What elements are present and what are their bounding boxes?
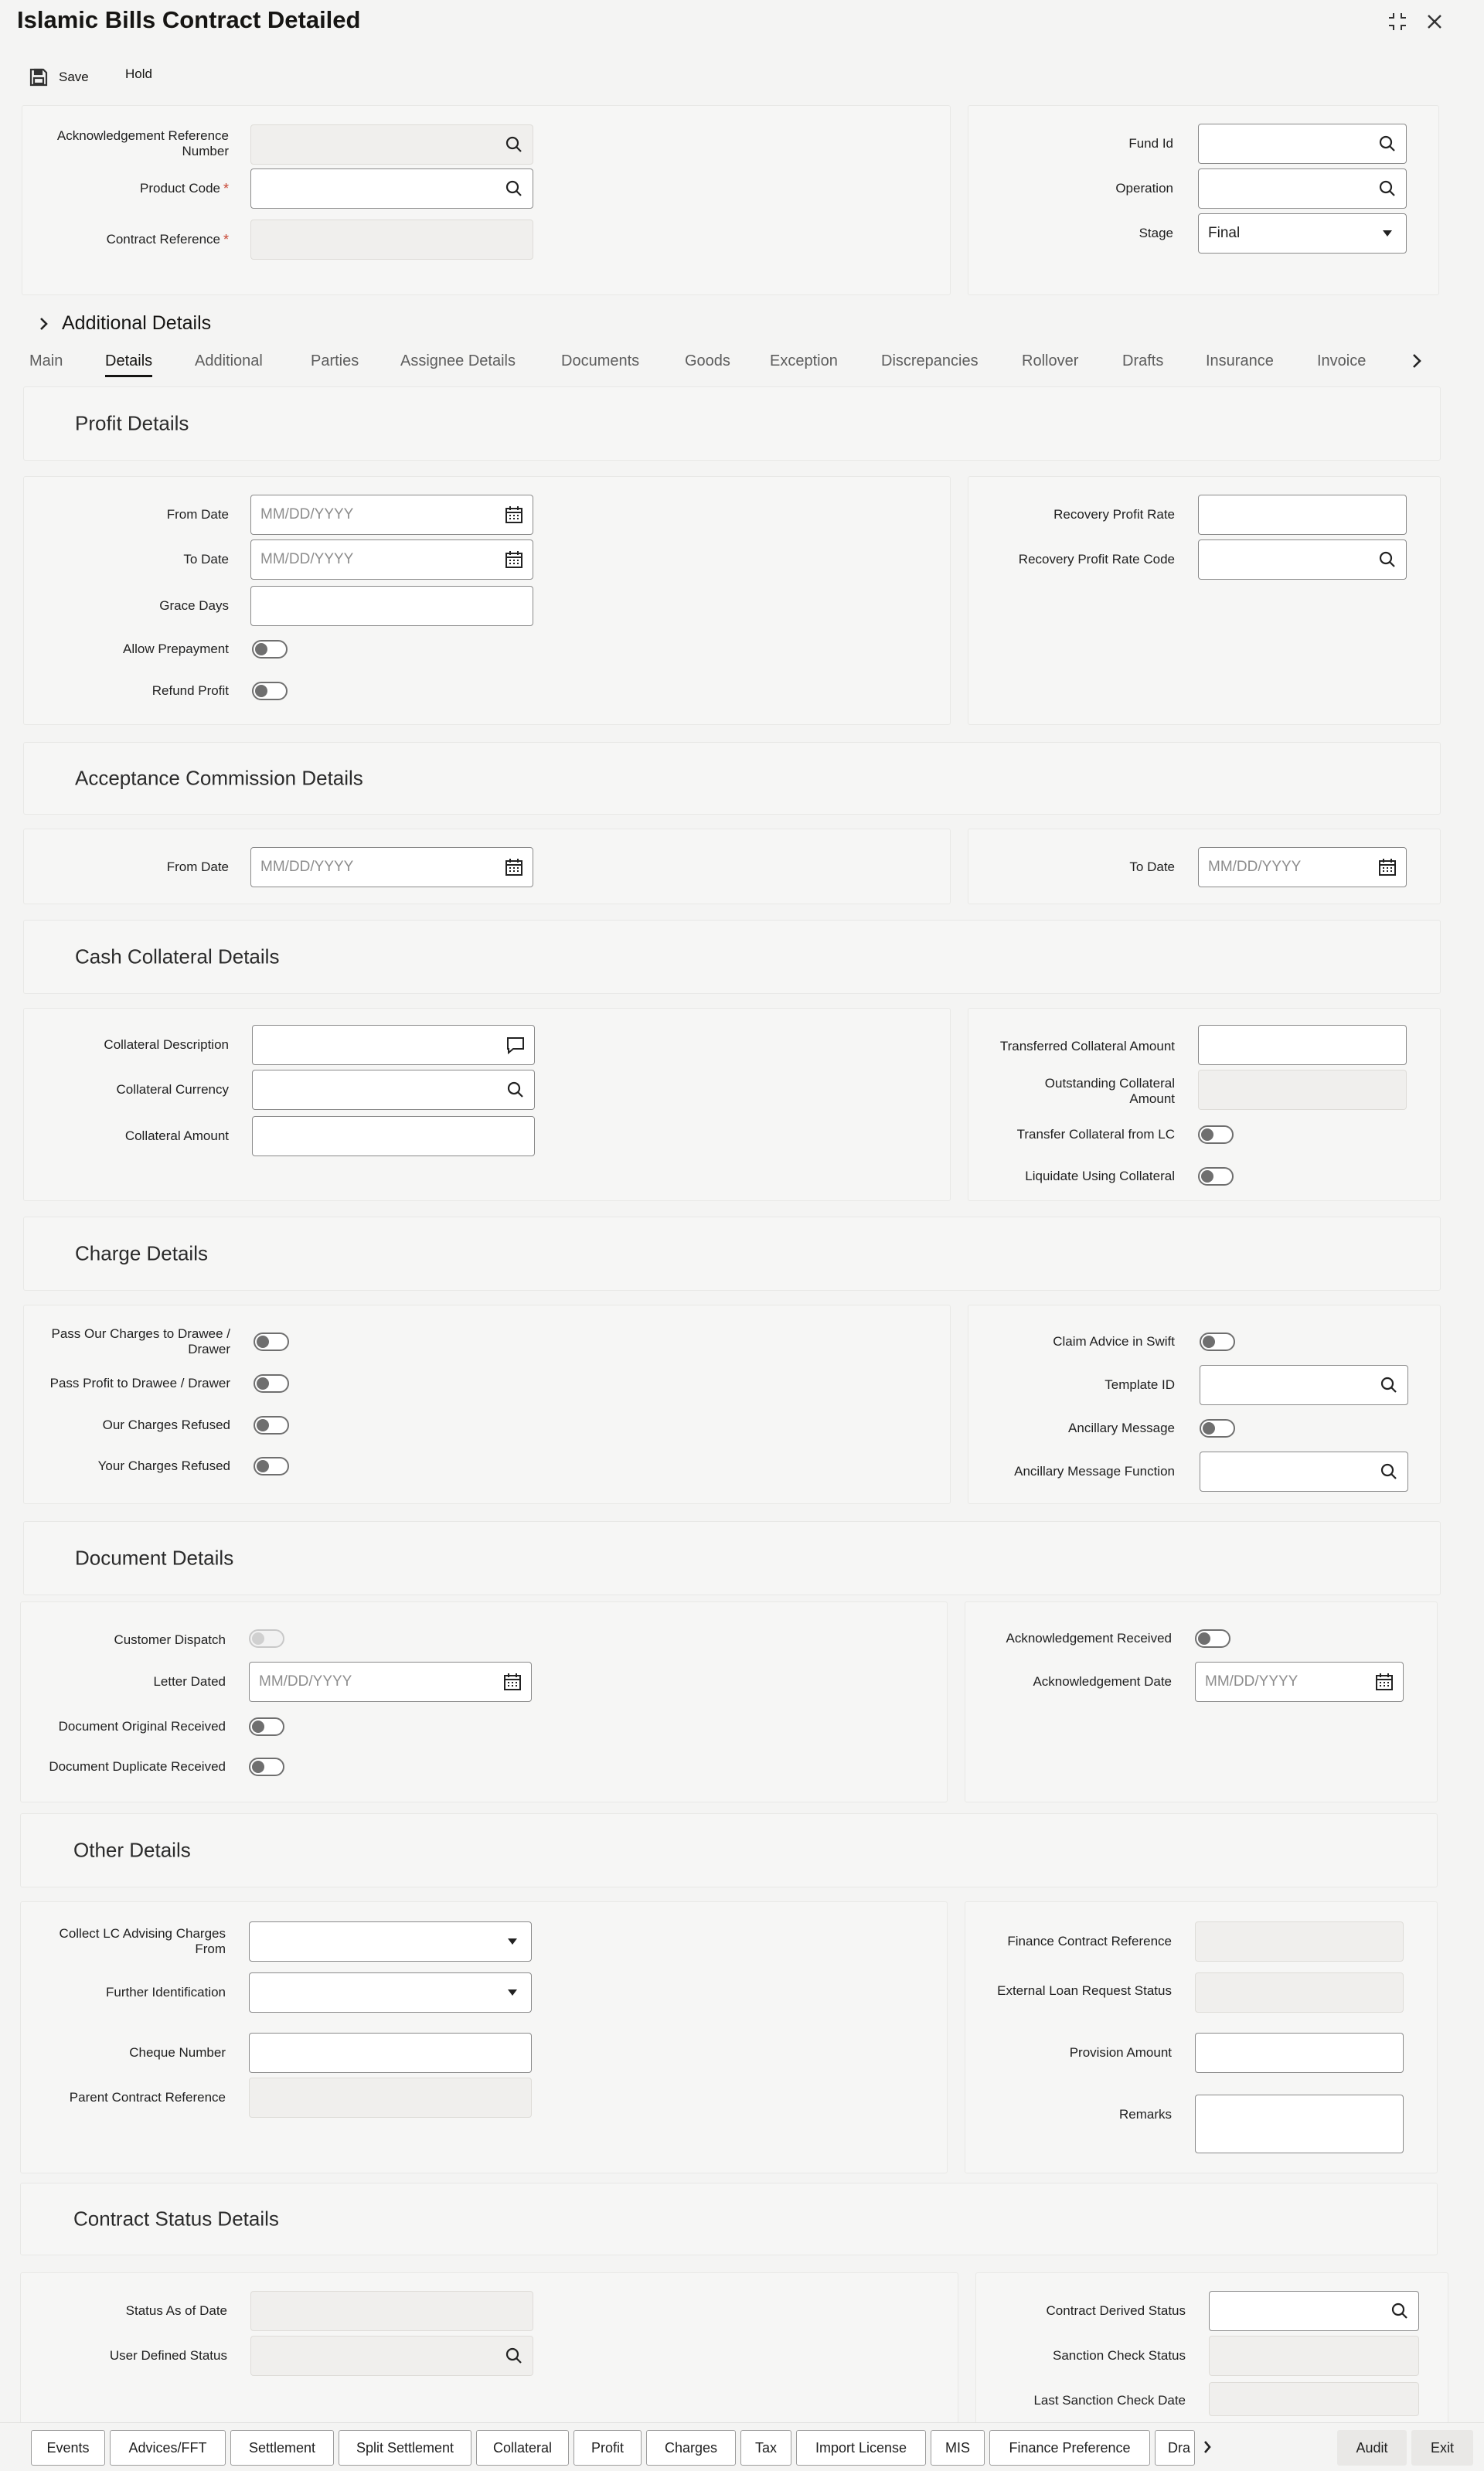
search-icon[interactable]	[1378, 1374, 1400, 1396]
provision-amount-field[interactable]	[1195, 2033, 1404, 2073]
mis-button[interactable]: MIS	[931, 2430, 985, 2466]
contract-derived-status-label: Contract Derived Status	[1046, 2303, 1186, 2318]
calendar-icon[interactable]	[502, 1671, 523, 1693]
liquidate-collateral-toggle[interactable]	[1198, 1167, 1234, 1186]
customer-dispatch-toggle[interactable]	[249, 1629, 284, 1648]
profit-to-date-field[interactable]: MM/DD/YYYY	[250, 539, 533, 580]
tab-details[interactable]: Details	[105, 352, 153, 369]
transfer-from-lc-label: Transfer Collateral from LC	[1016, 1127, 1175, 1142]
tab-documents[interactable]: Documents	[561, 352, 640, 369]
acceptance-header: Acceptance Commission Details	[23, 742, 1441, 815]
profit-from-date-label: From Date	[166, 507, 229, 522]
collateral-amount-field[interactable]	[252, 1116, 535, 1156]
collateral-description-field[interactable]	[252, 1025, 535, 1065]
outstanding-collateral-label: Outstanding Collateral Amount	[1044, 1076, 1175, 1106]
save-button[interactable]: Save	[28, 66, 89, 88]
provision-amount-label: Provision Amount	[1069, 2045, 1172, 2060]
template-id-field[interactable]	[1200, 1365, 1408, 1405]
ancillary-message-toggle[interactable]	[1200, 1419, 1235, 1438]
charges-button[interactable]: Charges	[646, 2430, 736, 2466]
further-identification-select[interactable]	[249, 1972, 532, 2013]
user-defined-status-field[interactable]	[250, 2336, 533, 2376]
outstanding-collateral-field[interactable]	[1198, 1070, 1407, 1110]
other-details-header: Other Details	[20, 1813, 1438, 1887]
tab-invoice[interactable]: Invoice	[1317, 352, 1367, 369]
tax-button[interactable]: Tax	[740, 2430, 791, 2466]
recovery-rate-code-label: Recovery Profit Rate Code	[1018, 552, 1175, 567]
accept-to-date-field[interactable]: MM/DD/YYYY	[1198, 847, 1407, 887]
external-loan-status-field[interactable]	[1195, 1972, 1404, 2013]
search-icon[interactable]	[503, 134, 525, 155]
profit-button[interactable]: Profit	[574, 2430, 642, 2466]
doc-original-received-toggle[interactable]	[249, 1717, 284, 1736]
chevron-right-icon	[39, 316, 49, 332]
doc-duplicate-received-label: Document Duplicate Received	[49, 1759, 226, 1774]
window-title: Islamic Bills Contract Detailed	[17, 6, 361, 33]
bottom-scroll-right-icon[interactable]	[1203, 2439, 1212, 2459]
ack-received-label: Acknowledgement Received	[1006, 1631, 1172, 1646]
cheque-number-label: Cheque Number	[129, 2045, 226, 2060]
our-charges-refused-label: Our Charges Refused	[102, 1418, 230, 1432]
drafts-button[interactable]: Dra	[1155, 2430, 1195, 2466]
pass-our-charges-toggle[interactable]	[254, 1333, 289, 1351]
hold-button[interactable]: Hold	[125, 66, 152, 81]
calendar-icon[interactable]	[503, 856, 525, 878]
last-sanction-date-label: Last Sanction Check Date	[1033, 2393, 1186, 2408]
search-icon[interactable]	[1378, 1461, 1400, 1482]
your-charges-refused-toggle[interactable]	[254, 1457, 289, 1475]
ack-ref-label: Acknowledgement Reference Number	[56, 128, 229, 158]
last-sanction-date-field[interactable]	[1209, 2382, 1419, 2416]
operation-label: Operation	[1115, 181, 1173, 196]
fund-id-label: Fund Id	[1128, 136, 1173, 151]
document-details-header: Document Details	[23, 1521, 1441, 1595]
search-icon[interactable]	[503, 178, 525, 199]
collect-lc-charges-label: Collect LC Advising Charges From	[59, 1926, 226, 1956]
tab-exception[interactable]: Exception	[770, 352, 838, 369]
profit-details-header: Profit Details	[23, 386, 1441, 461]
contract-ref-field[interactable]	[250, 220, 533, 260]
tab-goods[interactable]: Goods	[685, 352, 730, 369]
sanction-check-status-label: Sanction Check Status	[1053, 2348, 1186, 2363]
further-identification-label: Further Identification	[106, 1985, 226, 2000]
operation-field[interactable]	[1198, 168, 1407, 209]
ack-received-toggle[interactable]	[1195, 1629, 1230, 1648]
profit-to-date-label: To Date	[183, 552, 229, 567]
calendar-icon[interactable]	[503, 504, 525, 526]
transferred-collateral-label: Transferred Collateral Amount	[999, 1039, 1175, 1053]
remarks-label: Remarks	[1118, 2107, 1172, 2122]
collateral-amount-label: Collateral Amount	[124, 1128, 229, 1143]
contract-ref-label: Contract Reference *	[46, 230, 229, 249]
allow-prepayment-label: Allow Prepayment	[122, 642, 229, 656]
recovery-rate-label: Recovery Profit Rate	[1053, 507, 1175, 522]
stage-label: Stage	[1139, 226, 1173, 240]
tab-main[interactable]: Main	[29, 352, 63, 369]
import-license-button[interactable]: Import License	[796, 2430, 926, 2466]
finance-contract-ref-label: Finance Contract Reference	[1007, 1934, 1172, 1949]
grace-days-field[interactable]	[250, 586, 533, 626]
external-loan-status-label: External Loan Request Status	[997, 1983, 1172, 1998]
tab-rollover[interactable]: Rollover	[1022, 352, 1079, 369]
contract-derived-status-field[interactable]	[1209, 2291, 1419, 2331]
search-icon[interactable]	[1377, 549, 1398, 570]
letter-dated-field[interactable]: MM/DD/YYYY	[249, 1662, 532, 1702]
audit-button[interactable]: Audit	[1337, 2430, 1407, 2466]
tab-discrepancies[interactable]: Discrepancies	[881, 352, 979, 369]
tab-assignee-details[interactable]: Assignee Details	[400, 352, 516, 369]
product-code-field[interactable]	[250, 168, 533, 209]
collateral-currency-label: Collateral Currency	[116, 1082, 229, 1097]
your-charges-refused-label: Your Charges Refused	[97, 1458, 230, 1473]
our-charges-refused-toggle[interactable]	[254, 1416, 289, 1435]
split-settlement-button[interactable]: Split Settlement	[339, 2430, 471, 2466]
minimize-icon[interactable]	[1384, 8, 1411, 36]
refund-profit-toggle[interactable]	[252, 682, 288, 700]
sanction-check-status-field[interactable]	[1209, 2336, 1419, 2376]
user-defined-status-label: User Defined Status	[109, 2348, 227, 2363]
close-icon[interactable]	[1421, 8, 1448, 36]
stage-select[interactable]: Final	[1198, 213, 1407, 254]
claim-advice-swift-label: Claim Advice in Swift	[1053, 1334, 1175, 1349]
template-id-label: Template ID	[1104, 1377, 1175, 1392]
ancillary-message-function-field[interactable]	[1200, 1452, 1408, 1492]
accept-from-date-field[interactable]: MM/DD/YYYY	[250, 847, 533, 887]
charge-details-header: Charge Details	[23, 1217, 1441, 1291]
tabs-scroll-right-icon[interactable]	[1411, 352, 1422, 373]
pass-our-charges-label: Pass Our Charges to Drawee / Drawer	[51, 1326, 230, 1356]
settlement-button[interactable]: Settlement	[230, 2430, 334, 2466]
cash-collateral-header: Cash Collateral Details	[23, 920, 1441, 994]
ack-date-field[interactable]: MM/DD/YYYY	[1195, 1662, 1404, 1702]
search-icon[interactable]	[505, 1079, 526, 1101]
cheque-number-field[interactable]	[249, 2033, 532, 2073]
calendar-icon[interactable]	[1377, 856, 1398, 878]
letter-dated-label: Letter Dated	[153, 1674, 226, 1689]
profit-from-date-field[interactable]: MM/DD/YYYY	[250, 495, 533, 535]
collateral-currency-field[interactable]	[252, 1070, 535, 1110]
search-icon[interactable]	[1389, 2300, 1411, 2322]
search-icon[interactable]	[1377, 133, 1398, 155]
doc-original-received-label: Document Original Received	[58, 1719, 226, 1734]
search-icon[interactable]	[503, 2345, 525, 2367]
recovery-rate-field[interactable]	[1198, 495, 1407, 535]
pass-profit-toggle[interactable]	[254, 1374, 289, 1393]
exit-button[interactable]: Exit	[1411, 2430, 1473, 2466]
parent-contract-ref-label: Parent Contract Reference	[69, 2090, 226, 2105]
pass-profit-label: Pass Profit to Drawee / Drawer	[49, 1376, 230, 1390]
save-icon	[28, 66, 49, 88]
ancillary-message-label: Ancillary Message	[1068, 1421, 1175, 1435]
accept-from-date-label: From Date	[166, 859, 229, 874]
remarks-field[interactable]	[1195, 2095, 1404, 2153]
collect-lc-charges-select[interactable]	[249, 1921, 532, 1962]
status-as-of-date-field[interactable]	[250, 2291, 533, 2331]
liquidate-collateral-label: Liquidate Using Collateral	[1025, 1169, 1175, 1183]
accept-to-date-label: To Date	[1129, 859, 1175, 874]
refund-profit-label: Refund Profit	[151, 683, 229, 698]
finance-contract-ref-field[interactable]	[1195, 1921, 1404, 1962]
tab-drafts[interactable]: Drafts	[1122, 352, 1164, 369]
parent-contract-ref-field[interactable]	[249, 2078, 532, 2118]
tab-parties[interactable]: Parties	[311, 352, 359, 369]
events-button[interactable]: Events	[31, 2430, 105, 2466]
transferred-collateral-field[interactable]	[1198, 1025, 1407, 1065]
additional-details-toggle[interactable]: Additional Details	[39, 312, 211, 335]
product-code-label: Product Code *	[46, 179, 229, 198]
ack-ref-field[interactable]	[250, 124, 533, 165]
advices-fft-button[interactable]: Advices/FFT	[110, 2430, 226, 2466]
chevron-down-icon[interactable]	[502, 1982, 523, 2003]
fund-id-field[interactable]	[1198, 124, 1407, 164]
search-icon[interactable]	[1377, 178, 1398, 199]
finance-preference-button[interactable]: Finance Preference	[989, 2430, 1150, 2466]
claim-advice-swift-toggle[interactable]	[1200, 1333, 1235, 1351]
recovery-rate-code-field[interactable]	[1198, 539, 1407, 580]
collateral-button[interactable]: Collateral	[476, 2430, 569, 2466]
tab-additional[interactable]: Additional	[195, 352, 263, 369]
doc-duplicate-received-toggle[interactable]	[249, 1758, 284, 1776]
chevron-down-icon[interactable]	[502, 1931, 523, 1952]
collateral-description-label: Collateral Description	[104, 1037, 229, 1052]
calendar-icon[interactable]	[1373, 1671, 1395, 1693]
chevron-down-icon[interactable]	[1377, 223, 1398, 244]
ancillary-message-function-label: Ancillary Message Function	[1014, 1464, 1175, 1479]
grace-days-label: Grace Days	[159, 598, 229, 613]
transfer-from-lc-toggle[interactable]	[1198, 1125, 1234, 1144]
status-as-of-date-label: Status As of Date	[125, 2303, 227, 2318]
comment-icon[interactable]	[505, 1034, 526, 1056]
tab-insurance[interactable]: Insurance	[1206, 352, 1274, 369]
customer-dispatch-label: Customer Dispatch	[114, 1632, 226, 1647]
calendar-icon[interactable]	[503, 549, 525, 570]
allow-prepayment-toggle[interactable]	[252, 640, 288, 659]
contract-status-header: Contract Status Details	[20, 2183, 1438, 2255]
ack-date-label: Acknowledgement Date	[1033, 1674, 1172, 1689]
